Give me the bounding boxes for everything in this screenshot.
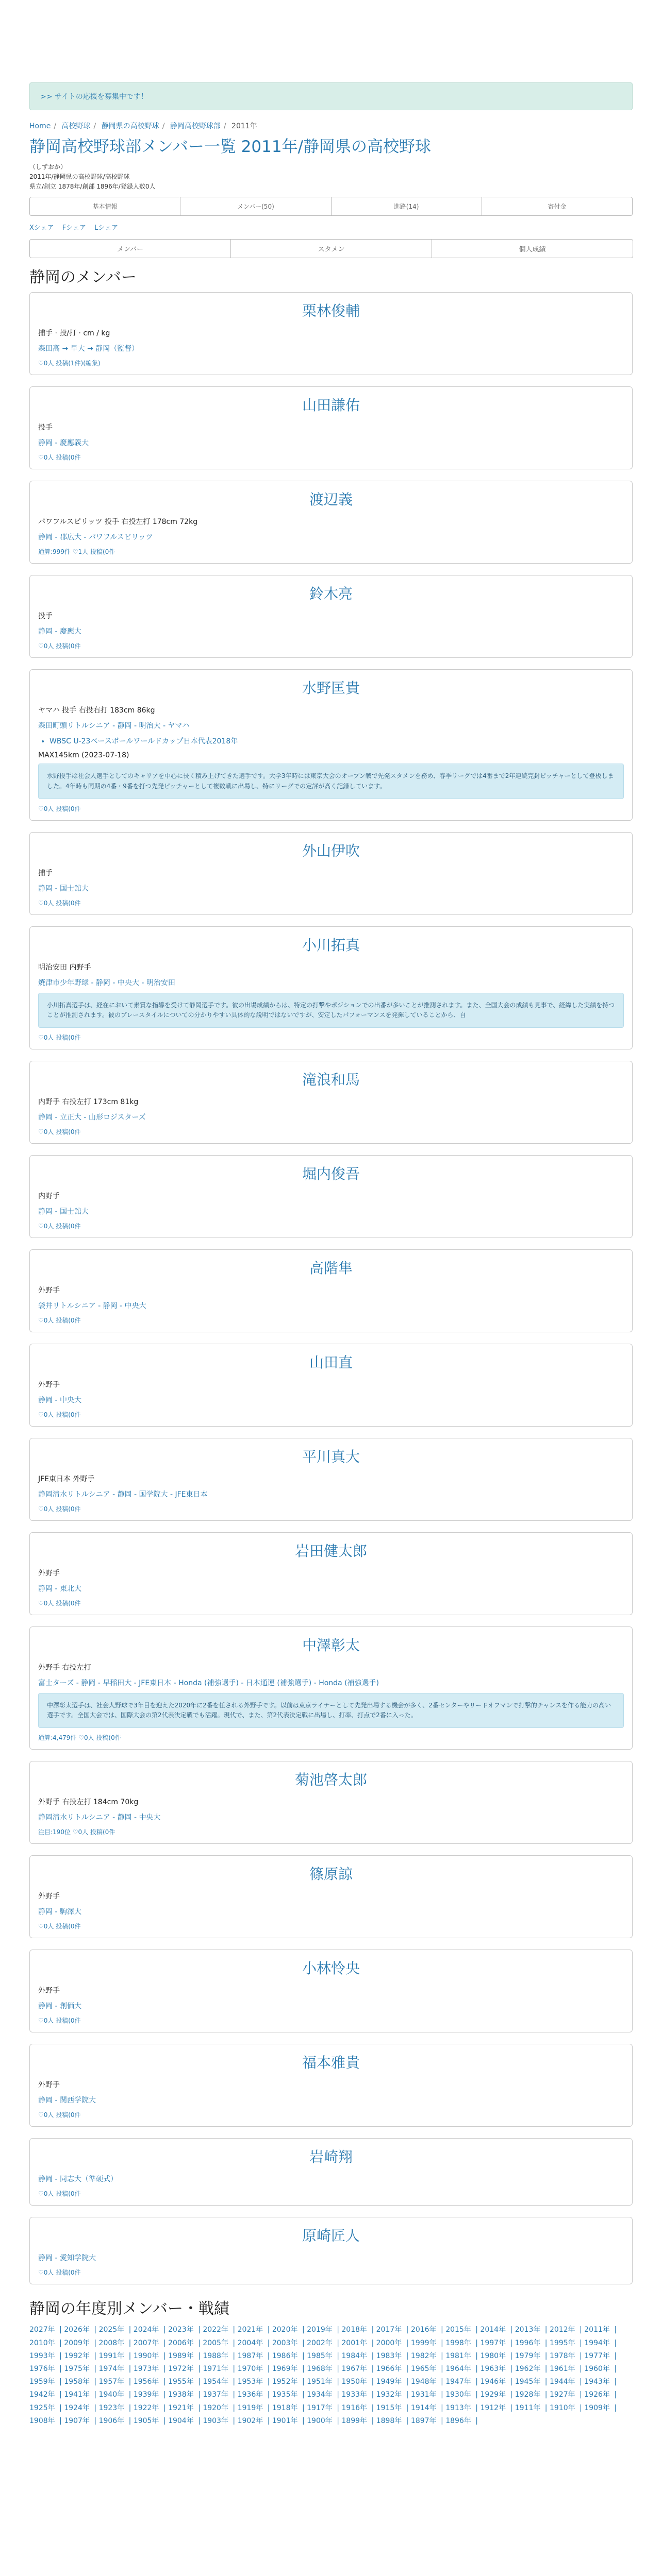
breadcrumb-hs-baseball[interactable]: 高校野球 — [61, 122, 91, 130]
year-link[interactable]: 1958年 — [64, 2378, 90, 2386]
member-card — [29, 1249, 633, 1332]
year-link[interactable]: 1969年 — [272, 2365, 298, 2373]
member-footer[interactable]: ♡0人 投稿(0件 — [38, 2111, 81, 2119]
member-name[interactable]: 山田直 — [309, 1354, 353, 1371]
member-list — [29, 292, 633, 2284]
year-link[interactable]: 2027年 — [29, 2326, 55, 2334]
year-link[interactable]: 1947年 — [445, 2378, 471, 2386]
member-position: 捕手 · 投/打 · cm / kg — [38, 329, 110, 338]
year-link[interactable]: 1996年 — [515, 2338, 541, 2347]
year-link[interactable]: 1902年 — [237, 2416, 263, 2425]
member-award-item[interactable]: • WBSC U-23ベースボールワールドカップ日本代表2018年 — [49, 736, 624, 746]
year-list: 2027年 | 2026年 | 2025年 | 2024年 | 2023年 | 2022年 | 2021年 | 2020年 | 2019年 | 2018年 | 2017年 | 2016年 | 2015年 | 2014年 | 2013年 | 2012年 | 2011年 | 2010年 | 2009年 | 2008年 | 2007年 | 2006年 | 2005年 | 2004年 | 2003年 | 2002年 | 2001年 | 2000年 | 1999年 | 1998年 | 1997年 | 1996年 | 1995年 | 1994年 | 1993年 | 1992年 | 1991年 | 1990年 | 1989年 | 1988年 | 1987年 | 1986年 | 1985年 | 1984年 | 1983年 | 1982年 | 1981年 | 1980年 | 1979年 | 1978年 | 1977年 | 1976年 | 1975年 | 1974年 | 1973年 | 1972年 | 1971年 | 1970年 | 1969年 | 1968年 | 1967年 | 1966年 | 1965年 | 1964年 | 1963年 | 1962年 | 1961年 | 1960年 | 1959年 | 1958年 | 1957年 | 1956年 | 1955年 | 1954年 | 1953年 | 1952年 | 1951年 | 1950年 | 1949年 | 1948年 | 1947年 | 1946年 | 1945年 | 1944年 | 1943年 | 1942年 | 1941年 | 1940年 | 1939年 | 1938年 | 1937年 | 1936年 | 1935年 | 1934年 | 1933年 | 1932年 | 1931年 | 1930年 | 1929年 | 1928年 | 1927年 | 1926年 | 1925年 | 1924年 | 1923年 | 1922年 | 1921年 | 1920年 | 1919年 | 1918年 | 1917年 | 1916年 | 1915年 | 1914年 | 1913年 | 1912年 | 1911年 | 1910年 | 1909年 | 1908年 | 1907年 | 1906年 | 1905年 | 1904年 | 1903年 | 1902年 | 1901年 | 1900年 | 1899年 | 1898年 | 1897年 | 1896年 | — [29, 2326, 617, 2425]
support-notice-link[interactable]: >> サイトの応援を募集中です！ — [40, 93, 148, 101]
year-link[interactable]: 1990年 — [133, 2351, 159, 2360]
share-bar — [29, 222, 633, 232]
year-link[interactable]: 2000年 — [376, 2338, 402, 2347]
member-name[interactable]: 小林怜央 — [302, 1960, 360, 1977]
member-footer[interactable]: ♡0人 投稿(0件 — [38, 2190, 81, 2198]
member-footer[interactable]: ♡0人 投稿(0件 — [38, 2269, 81, 2277]
year-link[interactable]: 1984年 — [341, 2351, 368, 2360]
year-link[interactable]: 1926年 — [584, 2391, 610, 2399]
year-link[interactable]: 1982年 — [410, 2351, 437, 2360]
year-link[interactable]: 1956年 — [133, 2378, 159, 2386]
year-link[interactable]: 1908年 — [29, 2416, 55, 2425]
year-link[interactable]: 2003年 — [272, 2338, 298, 2347]
member-name[interactable]: 高階隼 — [309, 1260, 353, 1277]
year-link[interactable]: 1909年 — [584, 2403, 610, 2412]
member-card — [29, 386, 633, 469]
school-meta — [29, 162, 633, 192]
year-link[interactable]: 2006年 — [168, 2338, 194, 2347]
member-footer[interactable]: ♡0人 投稿(0件 — [38, 1411, 81, 1419]
year-link[interactable]: 1945年 — [515, 2378, 541, 2386]
year-link[interactable]: 1914年 — [410, 2403, 437, 2412]
year-link[interactable]: 1921年 — [168, 2403, 194, 2412]
year-link[interactable]: 1913年 — [445, 2403, 471, 2412]
year-link[interactable]: 1907年 — [64, 2416, 90, 2425]
member-awards — [49, 736, 624, 746]
year-link[interactable]: 1954年 — [203, 2378, 228, 2386]
year-link[interactable]: 1963年 — [480, 2365, 506, 2373]
year-link[interactable]: 1942年 — [29, 2391, 55, 2399]
member-position: 内野手 — [38, 1192, 60, 1201]
member-card — [29, 669, 633, 820]
member-description: 中澤彰太選手は、社会人野球で3年目を迎えた2020年に2番を任される外野手です。以前は東京ライナーとして先発出場する機会が多く、2番センターやリードオフマンで打撃的チャンスを作る能力の高い選手です。全国大会では、国際大会の第2代表決定戦でも活躍。現代で、また、第2代表決定戦に出場し、打率、打点で2番に入った。 — [38, 1693, 624, 1728]
member-career-path[interactable]: 静岡 - 国士舘大 — [38, 884, 89, 893]
year-link[interactable]: 1899年 — [341, 2416, 368, 2425]
member-career-path[interactable]: 袋井リトルシニア - 静岡 - 中央大 — [38, 1302, 146, 1311]
year-link[interactable]: 1939年 — [133, 2391, 159, 2399]
year-link[interactable]: 1949年 — [376, 2378, 402, 2386]
year-link[interactable]: 1898年 — [376, 2416, 402, 2425]
member-card — [29, 1438, 633, 1521]
member-career-path[interactable]: 静岡 - 郡広大 - パワフルスピリッツ — [38, 533, 153, 542]
year-link[interactable]: 1930年 — [445, 2391, 471, 2399]
years-section-title: 静岡の年度別メンバー・戦績 — [29, 2300, 229, 2318]
member-footer[interactable]: 通算:999件 ♡1人 投稿(0件 — [38, 548, 115, 556]
year-link[interactable]: 1936年 — [237, 2391, 263, 2399]
year-link[interactable]: 1975年 — [64, 2365, 90, 2373]
school-info: 県立/創立 1878年/創部 1896年/登録人数0人 — [29, 183, 156, 191]
year-link[interactable]: 1992年 — [64, 2351, 90, 2360]
year-link[interactable]: 2025年 — [98, 2326, 125, 2334]
member-position: 外野手 — [38, 2081, 60, 2090]
share-line-button[interactable]: Lシェア — [94, 224, 119, 232]
year-link[interactable]: 2026年 — [64, 2326, 90, 2334]
member-name[interactable]: 岩田健太郎 — [294, 1543, 367, 1560]
member-career-path[interactable]: 静岡 - 駒澤大 — [38, 1908, 81, 1917]
year-link[interactable]: 1959年 — [29, 2378, 55, 2386]
member-position: 明治安田 内野手 — [38, 963, 91, 972]
year-link[interactable]: 1950年 — [341, 2378, 368, 2386]
year-link[interactable]: 1980年 — [480, 2351, 506, 2360]
year-link[interactable]: 1957年 — [98, 2378, 125, 2386]
member-position: 投手 — [38, 423, 53, 432]
member-footer[interactable]: ♡0人 投稿(0件 — [38, 1128, 81, 1136]
year-link[interactable]: 1917年 — [307, 2403, 333, 2412]
member-career-path[interactable]: 静岡 - 慶應大 — [38, 628, 81, 636]
year-link[interactable]: 1978年 — [549, 2351, 575, 2360]
year-link[interactable]: 1920年 — [203, 2403, 228, 2412]
breadcrumb-home[interactable]: Home — [29, 122, 51, 130]
year-link[interactable]: 1940年 — [98, 2391, 125, 2399]
member-card — [29, 2138, 633, 2206]
member-career-path[interactable]: 静岡 - 同志大（準硬式） — [38, 2175, 118, 2184]
member-career-path[interactable]: 静岡 - 中央大 — [38, 1396, 81, 1405]
member-career-path[interactable]: 富士ターズ - 静岡 - 早稲田大 - JFE東日本 - Honda (補強選手) - 日本通運 (補強選手) - Honda (補強選手) — [38, 1679, 379, 1688]
member-position: 内野手 右投左打 173cm 81kg — [38, 1098, 139, 1107]
year-link[interactable]: 1986年 — [272, 2351, 298, 2360]
member-name[interactable]: 外山伊吹 — [302, 842, 360, 859]
member-card — [29, 481, 633, 564]
year-link[interactable]: 1911年 — [515, 2403, 541, 2412]
share-x-button[interactable]: Xシェア — [29, 224, 54, 232]
year-link[interactable]: 1967年 — [341, 2365, 368, 2373]
member-max-speed: MAX145km (2023-07-18) — [38, 751, 129, 760]
member-position: 投手 — [38, 612, 53, 621]
member-name[interactable]: 鈴木亮 — [309, 585, 353, 603]
year-link[interactable]: 1952年 — [272, 2378, 298, 2386]
year-link[interactable]: 1979年 — [515, 2351, 541, 2360]
member-subtabs — [29, 239, 633, 258]
member-position: ヤマハ 投手 右投右打 183cm 86kg — [38, 706, 155, 715]
year-link[interactable]: 1977年 — [584, 2351, 610, 2360]
member-position: 外野手 — [38, 1381, 60, 1389]
year-link[interactable]: 2012年 — [549, 2326, 575, 2334]
year-link[interactable]: 2013年 — [515, 2326, 541, 2334]
year-link[interactable]: 1924年 — [64, 2403, 90, 2412]
year-link[interactable]: 1997年 — [480, 2338, 506, 2347]
year-link[interactable]: 1985年 — [307, 2351, 333, 2360]
member-name[interactable]: 中澤彰太 — [302, 1637, 360, 1654]
year-link[interactable]: 2008年 — [98, 2338, 125, 2347]
member-name[interactable]: 堀内俊吾 — [302, 1165, 360, 1183]
member-name[interactable]: 水野匡貴 — [302, 680, 360, 697]
year-link[interactable]: 1999年 — [410, 2338, 437, 2347]
member-career-path[interactable]: 静岡 - 関西学院大 — [38, 2096, 96, 2105]
year-link[interactable]: 2014年 — [480, 2326, 506, 2334]
member-card — [29, 1626, 633, 1750]
year-link[interactable]: 1983年 — [376, 2351, 402, 2360]
year-link[interactable]: 1910年 — [549, 2403, 575, 2412]
page-container — [29, 0, 633, 2428]
member-footer[interactable]: ♡0人 投稿(0件 — [38, 1505, 81, 1513]
year-link[interactable]: 1981年 — [445, 2351, 471, 2360]
breadcrumb-school[interactable]: 静岡高校野球部 — [170, 122, 221, 130]
year-link[interactable]: 2005年 — [203, 2338, 228, 2347]
year-link[interactable]: 1955年 — [168, 2378, 194, 2386]
member-career-path[interactable]: 静岡清水リトルシニア - 静岡 - 中央大 — [38, 1814, 161, 1822]
member-name[interactable]: 原崎匠人 — [302, 2227, 360, 2245]
year-link[interactable]: 1941年 — [64, 2391, 90, 2399]
year-link[interactable]: 1961年 — [549, 2365, 575, 2373]
year-link[interactable]: 1951年 — [307, 2378, 333, 2386]
tab-career[interactable]: 進路(14) — [332, 197, 482, 215]
member-position: 外野手 — [38, 1892, 60, 1901]
year-link[interactable]: 1974年 — [98, 2365, 125, 2373]
year-link[interactable]: 2007年 — [133, 2338, 159, 2347]
member-description: 小川拓真選手は、経在において素質な指導を受けて静岡選手です。彼の出場成績からは、特定の打撃やポジションでの出番が多いことが推測されます。また、全国大会の成績も見事で、経緯した実績を持つことが推測されます。彼のプレースタイルについての分かりやすい具体的な説明ではないですが、安定したパフォーマンスを発揮していることから、自 — [38, 993, 624, 1028]
year-link[interactable]: 1988年 — [203, 2351, 228, 2360]
year-link[interactable]: 1935年 — [272, 2391, 298, 2399]
year-link[interactable]: 1962年 — [515, 2365, 541, 2373]
year-link[interactable]: 2015年 — [445, 2326, 471, 2334]
year-link[interactable]: 1912年 — [480, 2403, 506, 2412]
year-link[interactable]: 2001年 — [341, 2338, 368, 2347]
year-link[interactable]: 1925年 — [29, 2403, 55, 2412]
subtab-members[interactable]: メンバー — [29, 239, 231, 258]
page-title: 静岡高校野球部メンバー一覧 2011年/静岡県の高校野球 — [29, 138, 432, 156]
year-link[interactable]: 1906年 — [98, 2416, 125, 2425]
year-link[interactable]: 2009年 — [64, 2338, 90, 2347]
member-footer[interactable]: ♡0人 投稿(1件)(編集) — [38, 360, 101, 367]
member-position: 外野手 — [38, 1987, 60, 1995]
member-footer[interactable]: ♡0人 投稿(0件 — [38, 1034, 81, 1042]
member-name[interactable]: 岩崎翔 — [309, 2148, 353, 2166]
member-footer[interactable]: ♡0人 投稿(0件 — [38, 454, 81, 462]
member-name[interactable]: 福本雅貴 — [302, 2054, 360, 2072]
year-link[interactable]: 1916年 — [341, 2403, 368, 2412]
member-card — [29, 1855, 633, 1938]
year-link[interactable]: 1964年 — [445, 2365, 471, 2373]
member-career-path[interactable]: 森田町頭リトルシニア - 静岡 - 明治大 - ヤマハ — [38, 722, 190, 731]
member-position: 外野手 右投左打 — [38, 1664, 91, 1672]
member-footer[interactable]: ♡0人 投稿(0件 — [38, 1923, 81, 1930]
breadcrumb-prefecture[interactable]: 静岡県の高校野球 — [101, 122, 159, 130]
year-link[interactable]: 1919年 — [237, 2403, 263, 2412]
year-link[interactable]: 1929年 — [480, 2391, 506, 2399]
year-link[interactable]: 1998年 — [445, 2338, 471, 2347]
member-position: 外野手 — [38, 1569, 60, 1578]
member-career-path[interactable]: 静岡 - 創価大 — [38, 2002, 81, 2011]
tab-members[interactable]: メンバー(50) — [180, 197, 331, 215]
member-card — [29, 1761, 633, 1844]
year-link[interactable]: 1905年 — [133, 2416, 159, 2425]
year-link[interactable]: 1989年 — [168, 2351, 194, 2360]
member-career-path[interactable]: 静岡 - 愛知学院大 — [38, 2254, 96, 2263]
member-card — [29, 926, 633, 1049]
year-link[interactable]: 2017年 — [376, 2326, 402, 2334]
year-link[interactable]: 1946年 — [480, 2378, 506, 2386]
members-section-title: 静岡のメンバー — [29, 268, 137, 287]
year-link[interactable]: 2019年 — [307, 2326, 333, 2334]
year-link[interactable]: 2018年 — [341, 2326, 368, 2334]
member-card — [29, 1155, 633, 1238]
member-footer[interactable]: 注目:190位 ♡0人 投稿(0件 — [38, 1828, 115, 1836]
year-link[interactable]: 1933年 — [341, 2391, 368, 2399]
member-position: 外野手 — [38, 1286, 60, 1295]
year-link[interactable]: 1948年 — [410, 2378, 437, 2386]
year-link[interactable]: 1953年 — [237, 2378, 263, 2386]
year-link[interactable]: 1922年 — [133, 2403, 159, 2412]
member-career-path[interactable]: 静岡 - 立正大 - 山形ロジスターズ — [38, 1113, 146, 1122]
member-card — [29, 1344, 633, 1427]
member-position: JFE東日本 外野手 — [38, 1475, 95, 1484]
year-link[interactable]: 1968年 — [307, 2365, 333, 2373]
year-link[interactable]: 2004年 — [237, 2338, 263, 2347]
year-link[interactable]: 1918年 — [272, 2403, 298, 2412]
year-link[interactable]: 1972年 — [168, 2365, 194, 2373]
year-link[interactable]: 1976年 — [29, 2365, 55, 2373]
member-card — [29, 1950, 633, 2032]
support-notice[interactable] — [29, 82, 633, 110]
member-career-path[interactable]: 焼津市少年野球 - 静岡 - 中央大 - 明治安田 — [38, 978, 175, 987]
year-link[interactable]: 1897年 — [410, 2416, 437, 2425]
member-card — [29, 292, 633, 375]
member-card — [29, 1061, 633, 1144]
member-position: パワフルスピリッツ 投手 右投左打 178cm 72kg — [38, 518, 198, 527]
year-link[interactable]: 1932年 — [376, 2391, 402, 2399]
year-link[interactable]: 1934年 — [307, 2391, 333, 2399]
year-link[interactable]: 1995年 — [549, 2338, 575, 2347]
year-link[interactable]: 1900年 — [307, 2416, 333, 2425]
year-link[interactable]: 1970年 — [237, 2365, 263, 2373]
year-link[interactable]: 1903年 — [203, 2416, 228, 2425]
year-link[interactable]: 1938年 — [168, 2391, 194, 2399]
year-link[interactable]: 1931年 — [410, 2391, 437, 2399]
year-link[interactable]: 1973年 — [133, 2365, 159, 2373]
year-link[interactable]: 2022年 — [203, 2326, 228, 2334]
member-name[interactable]: 滝浪和馬 — [302, 1071, 360, 1089]
year-link[interactable]: 2016年 — [410, 2326, 437, 2334]
member-footer[interactable]: 通算:4,479件 ♡0人 投稿(0件 — [38, 1734, 121, 1742]
subtab-lineup[interactable]: スタメン — [230, 239, 432, 258]
member-position: 外野手 右投左打 184cm 70kg — [38, 1798, 139, 1807]
member-name[interactable]: 渡辺義 — [309, 491, 353, 509]
year-link[interactable]: 1966年 — [376, 2365, 402, 2373]
member-footer[interactable]: ♡0人 投稿(0件 — [38, 899, 81, 907]
member-name[interactable]: 小川拓真 — [302, 936, 360, 954]
member-card — [29, 832, 633, 915]
subtab-stats[interactable]: 個人成績 — [432, 239, 633, 258]
member-career-path[interactable]: 静岡 - 国士舘大 — [38, 1208, 89, 1216]
year-link[interactable]: 1915年 — [376, 2403, 402, 2412]
year-link[interactable]: 1993年 — [29, 2351, 55, 2360]
member-name[interactable]: 平川真大 — [302, 1448, 360, 1466]
member-footer[interactable]: ♡0人 投稿(0件 — [38, 642, 81, 650]
member-name[interactable]: 栗林俊輔 — [302, 302, 360, 320]
member-career-path[interactable]: 静岡清水リトルシニア - 静岡 - 国学院大 - JFE東日本 — [38, 1490, 208, 1499]
year-link[interactable]: 2002年 — [307, 2338, 333, 2347]
year-link[interactable]: 2011年 — [584, 2326, 610, 2334]
member-career-path[interactable]: 森田高 → 早大 → 静岡（監督） — [38, 345, 139, 353]
member-career-path[interactable]: 静岡 - 東北大 — [38, 1585, 81, 1594]
member-name[interactable]: 菊池啓太郎 — [294, 1771, 367, 1789]
year-link[interactable]: 1927年 — [549, 2391, 575, 2399]
year-link[interactable]: 1971年 — [203, 2365, 228, 2373]
year-link[interactable]: 1923年 — [98, 2403, 125, 2412]
year-link[interactable]: 1943年 — [584, 2378, 610, 2386]
member-footer[interactable]: ♡0人 投稿(0件 — [38, 1600, 81, 1607]
year-link[interactable]: 1904年 — [168, 2416, 194, 2425]
member-position: 捕手 — [38, 869, 53, 877]
tab-donation[interactable]: 寄付金 — [548, 203, 567, 211]
year-link[interactable]: 1901年 — [272, 2416, 298, 2425]
school-reading: （しずおか） — [29, 163, 67, 171]
year-link[interactable]: 1944年 — [549, 2378, 575, 2386]
year-link[interactable]: 2010年 — [29, 2338, 55, 2347]
member-footer[interactable]: ♡0人 投稿(0件 — [38, 805, 81, 812]
main-tabs — [29, 197, 633, 216]
year-link[interactable]: 2021年 — [237, 2326, 263, 2334]
year-link[interactable]: 2020年 — [272, 2326, 298, 2334]
member-card — [29, 2044, 633, 2127]
year-link[interactable]: 1928年 — [515, 2391, 541, 2399]
year-link[interactable]: 1987年 — [237, 2351, 263, 2360]
breadcrumb: Home / 高校野球 / 静岡県の高校野球 / 静岡高校野球部 / 2011年 — [29, 122, 257, 130]
year-link[interactable]: 1960年 — [584, 2365, 610, 2373]
member-card — [29, 2217, 633, 2284]
member-name[interactable]: 篠原諒 — [309, 1866, 353, 1883]
tab-basic-info[interactable]: 基本情報 — [30, 197, 180, 215]
year-link[interactable]: 1937年 — [203, 2391, 228, 2399]
member-name[interactable]: 山田謙佑 — [302, 397, 360, 414]
member-description: 水野投手は社会人選手としてのキャリアを中心に長く積み上げてきた選手です。大学3年時には東京大会のオープン戦で先発スタメンを務め、春季リーグでは4番まで2年連続完封ピッチャーとして登板しました。4年時も同期の4番・9番を打つ先発ピッチャーとして複数戦に出場し、特にリーグでの定評が高く記録しています。 — [38, 764, 624, 799]
share-facebook-button[interactable]: Fシェア — [62, 224, 87, 232]
year-link[interactable]: 2023年 — [168, 2326, 194, 2334]
member-footer[interactable]: ♡0人 投稿(0件 — [38, 2017, 81, 2025]
member-career-path[interactable]: 静岡 - 慶應義大 — [38, 439, 89, 448]
breadcrumb-current: 2011年 — [231, 122, 257, 130]
year-link[interactable]: 2024年 — [133, 2326, 159, 2334]
year-link[interactable]: 1994年 — [584, 2338, 610, 2347]
year-link[interactable]: 1991年 — [98, 2351, 125, 2360]
member-card — [29, 1532, 633, 1615]
member-footer[interactable]: ♡0人 投稿(0件 — [38, 1317, 81, 1325]
school-category: 2011年/静岡県の高校野球/高校野球 — [29, 173, 130, 180]
member-footer[interactable]: ♡0人 投稿(0件 — [38, 1223, 81, 1230]
year-link[interactable]: 1965年 — [410, 2365, 437, 2373]
year-link[interactable]: 1896年 — [445, 2416, 471, 2425]
member-card — [29, 575, 633, 658]
